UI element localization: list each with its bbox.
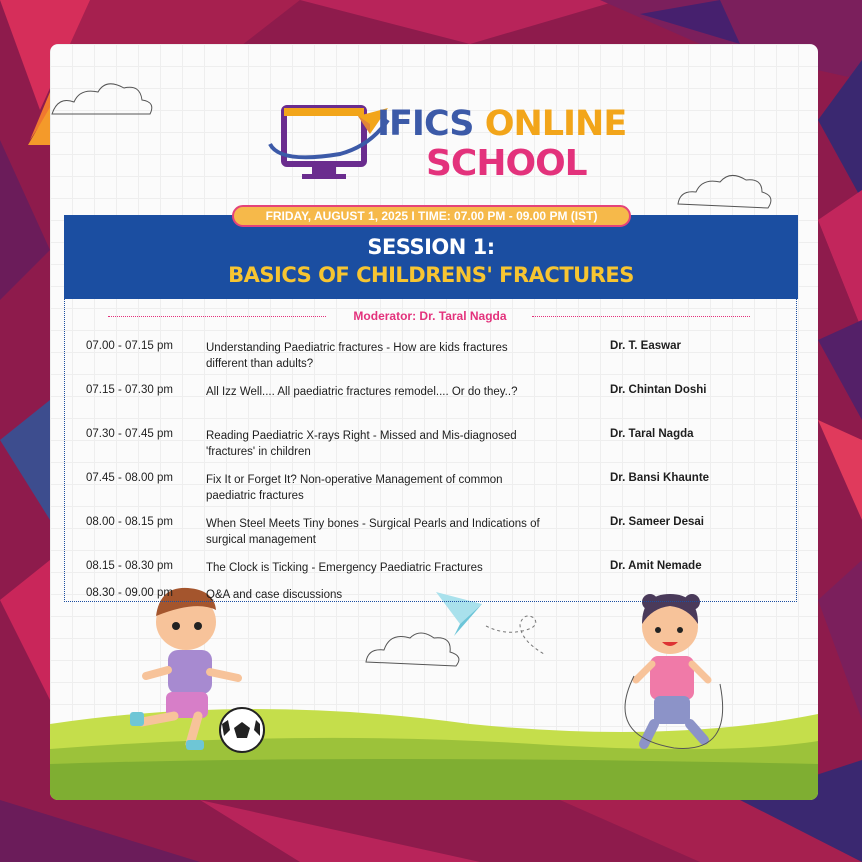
schedule-speaker: Dr. Chintan Doshi (610, 384, 707, 396)
event-card (50, 44, 818, 800)
logo-word-online: ONLINE (484, 104, 627, 144)
schedule-topic: Q&A and case discussions (206, 589, 343, 601)
schedule-time: 08.15 - 08.30 pm (86, 560, 173, 572)
soccer-ball-icon (220, 708, 264, 752)
divider (108, 316, 326, 317)
schedule-time: 07.00 - 07.15 pm (86, 340, 173, 352)
moderator: Moderator: Dr. Taral Nagda (353, 309, 507, 323)
schedule-time: 08.30 - 09.00 pm (86, 587, 173, 599)
schedule-topic: When Steel Meets Tiny bones - Surgical Pearls and Indications of surgical management (206, 518, 540, 546)
logo-subtitle: SCHOOL (426, 143, 587, 184)
schedule-speaker: Dr. Sameer Desai (610, 516, 704, 528)
schedule-time: 08.00 - 08.15 pm (86, 516, 173, 528)
girl-illustration (625, 594, 723, 748)
schedule-speaker: Dr. Bansi Khaunte (610, 472, 710, 484)
logo-title (377, 104, 626, 144)
logo-word-ifics: IFICS (377, 104, 474, 144)
schedule-topic: Understanding Paediatric fractures - How are kids fractures different than adults? (206, 342, 508, 370)
session-subtitle: BASICS OF CHILDRENS' FRACTURES (228, 263, 634, 287)
schedule-topic: All Izz Well.... All paediatric fractures remodel.... Or do they..? (206, 386, 518, 398)
schedule-speaker: Dr. Amit Nemade (610, 560, 702, 572)
schedule-topic: Reading Paediatric X-rays Right - Missed and Mis-diagnosed 'fractures' in children (206, 430, 517, 458)
schedule-topic: The Clock is Ticking - Emergency Paediatric Fractures (206, 562, 483, 574)
schedule-time: 07.15 - 07.30 pm (86, 384, 173, 396)
schedule-speaker: Dr. T. Easwar (610, 340, 681, 352)
schedule-time: 07.45 - 08.00 pm (86, 472, 173, 484)
session-title: SESSION 1: (367, 235, 495, 259)
schedule-speaker: Dr. Taral Nagda (610, 428, 694, 440)
date-time-pill: FRIDAY, AUGUST 1, 2025 I TIME: 07.00 PM - 09.00 PM (IST) (232, 205, 631, 227)
schedule-topic: Fix It or Forget It? Non-operative Management of common paediatric fractures (206, 474, 503, 502)
divider (532, 316, 750, 317)
schedule-time: 07.30 - 07.45 pm (86, 428, 173, 440)
